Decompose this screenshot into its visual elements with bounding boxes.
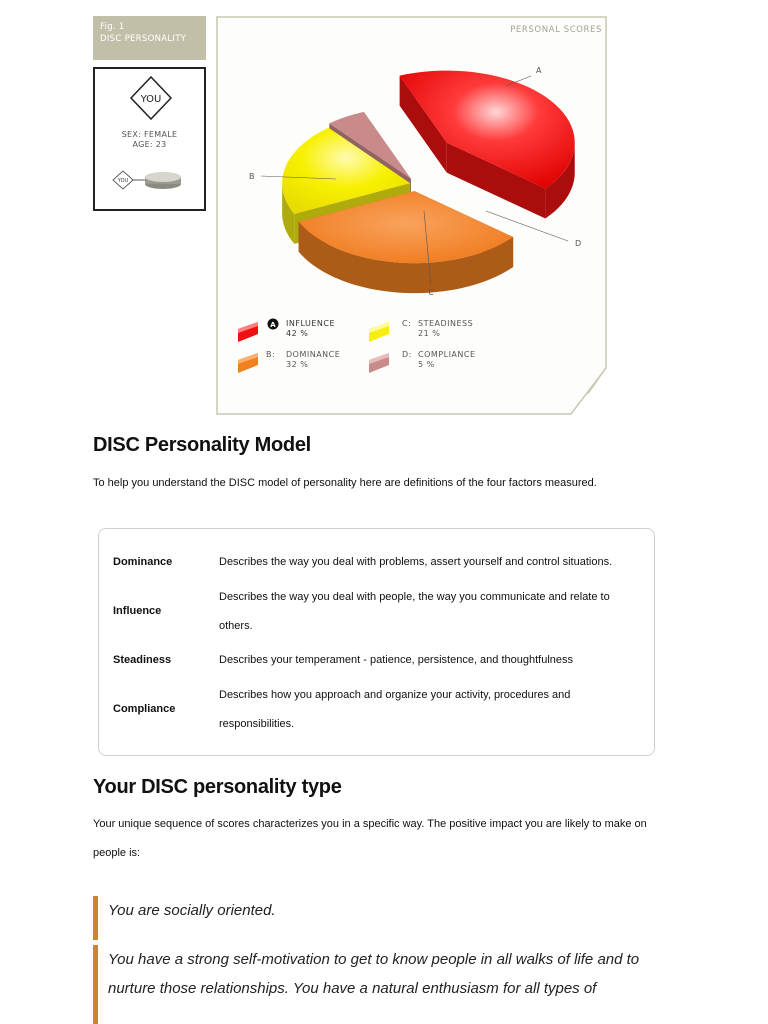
definition-row xyxy=(113,548,643,577)
quote-text: You are socially oriented. xyxy=(108,902,276,919)
legend-steadiness xyxy=(402,319,473,339)
profile-sex: SEX: FEMALE xyxy=(121,130,178,139)
definition-term: Dominance xyxy=(113,556,173,568)
profile-age: AGE: 23 xyxy=(132,140,167,149)
legend-influence-name: INFLUENCE xyxy=(286,319,336,328)
profile-details xyxy=(95,130,204,150)
pie-chart-panel xyxy=(216,16,607,415)
definition-row xyxy=(113,646,643,675)
legend-influence xyxy=(286,319,335,339)
definition-text: Describes your temperament - patience, persistence, and thoughtfulness xyxy=(219,654,574,666)
legend-compliance-key: D: xyxy=(402,350,412,359)
type-intro: Your unique sequence of scores characterizes you in a specific way. The positive impact you are likely to make on people is: xyxy=(93,818,647,859)
slice-label-d: D xyxy=(575,239,582,248)
quote-item xyxy=(93,896,668,940)
definition-text: Describes the way you deal with problems, assert yourself and control situations. xyxy=(219,556,613,568)
legend-compliance-name: COMPLIANCE xyxy=(418,350,476,359)
legend-steadiness-key: C: xyxy=(402,319,412,328)
definition-row xyxy=(113,681,643,739)
legend-compliance xyxy=(402,350,476,370)
figure-caption: DISC PERSONALITY xyxy=(100,34,187,44)
legend-dominance-name: DOMINANCE xyxy=(286,350,341,359)
legend-dominance xyxy=(266,350,340,370)
you-badge: YOU xyxy=(140,94,162,105)
quote-item xyxy=(93,945,668,1024)
definition-text: Describes the way you deal with people, the way you communicate and relate to others. xyxy=(219,591,610,632)
definition-row xyxy=(113,583,643,641)
legend-steadiness-name: STEADINESS xyxy=(418,319,474,328)
legend-marker-a: A xyxy=(270,321,276,329)
small-you-badge: YOU xyxy=(117,178,129,184)
definitions-card xyxy=(98,528,655,756)
profile-box xyxy=(93,67,206,211)
model-heading: DISC Personality Model xyxy=(93,434,311,456)
model-intro: To help you understand the DISC model of personality here are definitions of the four factors measured. xyxy=(93,477,597,489)
legend-steadiness-value: 21 % xyxy=(418,329,441,338)
panel-title: PERSONAL SCORES xyxy=(510,25,602,35)
figure-tag xyxy=(93,16,206,60)
figure-number: Fig. 1 xyxy=(100,22,125,32)
slice-label-c: C xyxy=(428,288,434,297)
quote-text: You have a strong self-motivation to get to know people in all walks of life and to nurture those relationships. You have a natural enthusiasm for all types of xyxy=(108,951,640,997)
legend-dominance-value: 32 % xyxy=(286,360,309,369)
slice-label-a: A xyxy=(536,66,542,75)
definition-term: Influence xyxy=(113,605,162,617)
legend-influence-value: 42 % xyxy=(286,329,309,338)
definition-text: Describes how you approach and organize your activity, procedures and responsibilities. xyxy=(219,689,571,730)
legend-compliance-value: 5 % xyxy=(418,360,435,369)
definition-term: Steadiness xyxy=(113,654,172,666)
slice-label-b: B xyxy=(249,172,255,181)
type-heading: Your DISC personality type xyxy=(93,776,342,798)
legend-dominance-key: B: xyxy=(266,350,276,359)
definition-term: Compliance xyxy=(113,703,176,715)
